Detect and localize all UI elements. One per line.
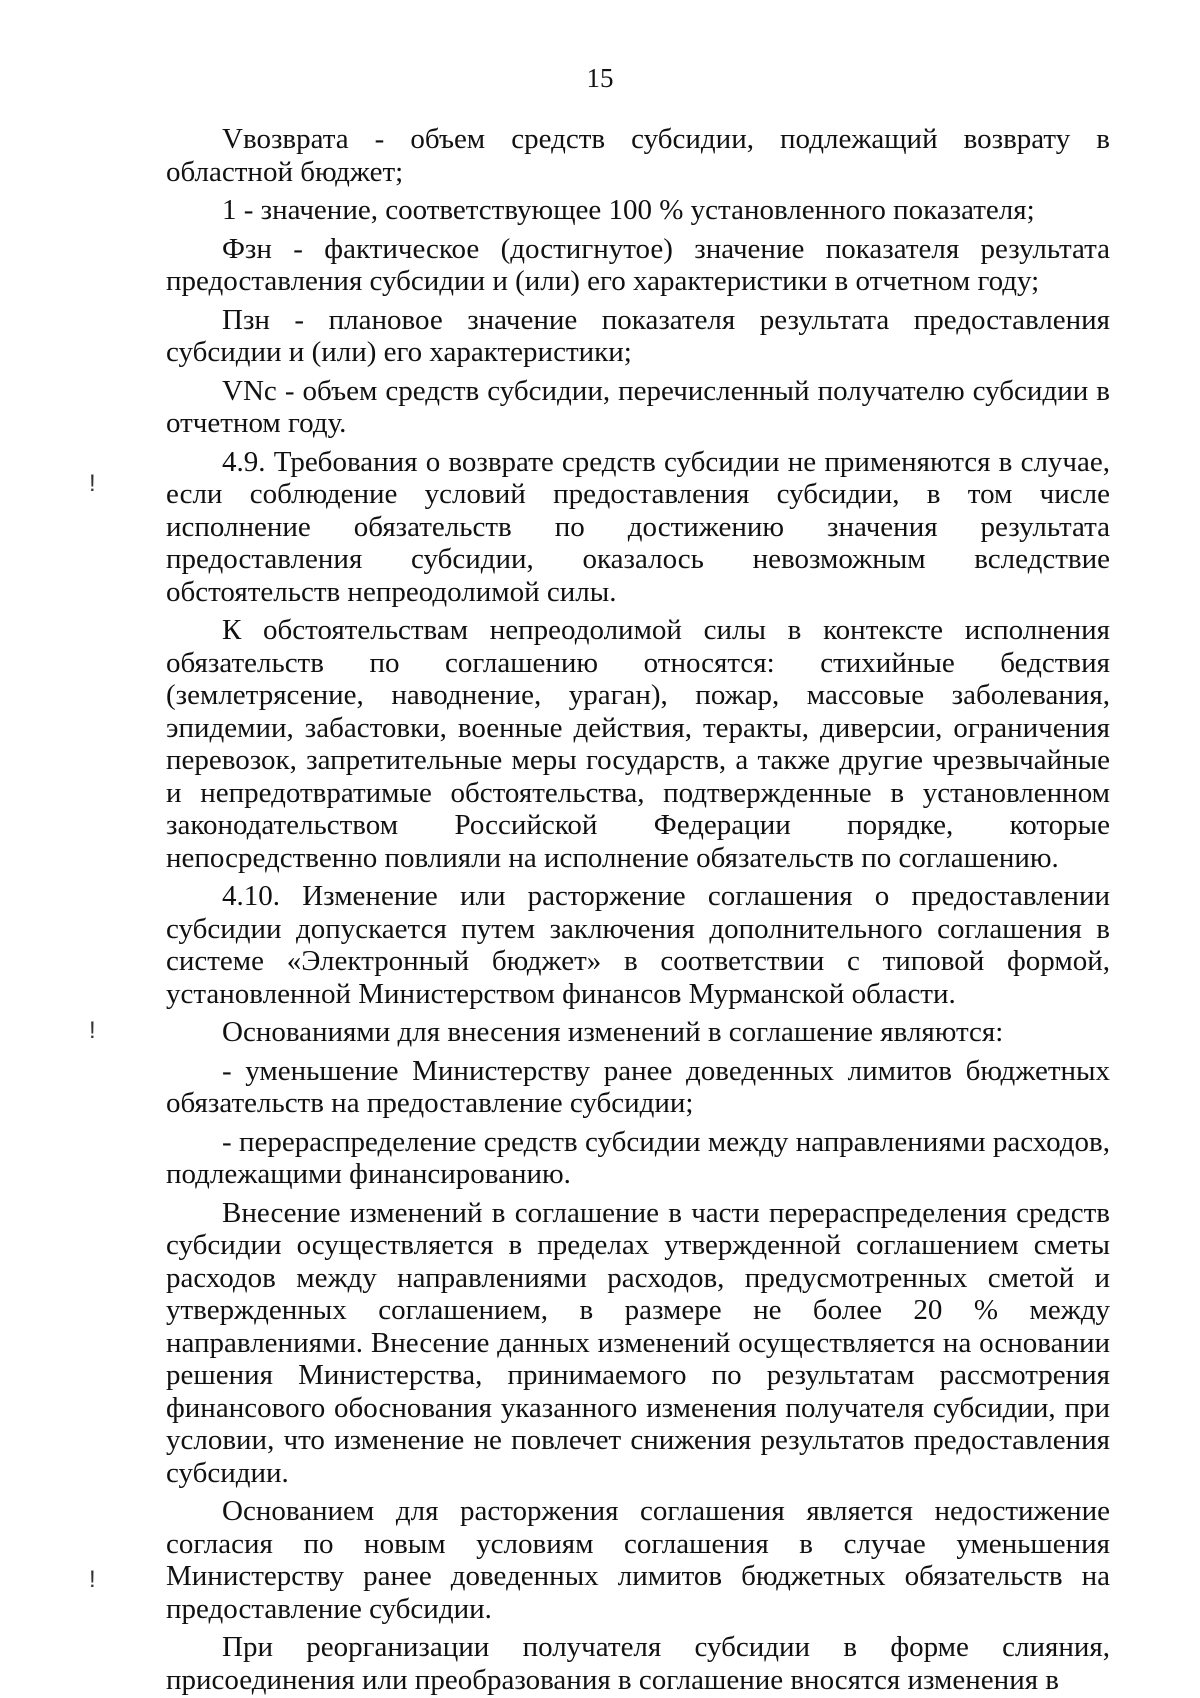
definition-fzn: Фзн - фактическое (достигнутое) значение показателя результата предоставления субсидии и (или) его характеристики в отчетном году; — [166, 232, 1110, 297]
margin-mark: ! — [89, 1017, 96, 1044]
clause-4-10: 4.10. Изменение или расторжение соглашения о предоставлении субсидии допускается путем заключения дополнительного соглашения в системе «Электронный бюджет» в соответствии с типовой формой, установленной Министерством финансов Мурманской области. — [166, 880, 1110, 1010]
ground-item-redistribution: - перераспределение средств субсидии между направлениями расходов, подлежащими финансированию. — [166, 1125, 1110, 1190]
page-number: 15 — [586, 63, 614, 93]
force-majeure-paragraph: К обстоятельствам непреодолимой силы в контексте исполнения обязательств по соглашению относятся: стихийные бедствия (землетрясение, наводнение, ураган), пожар, массовые заболевания, эпидемии, забастовки, военные действия, теракты, диверсии, ограничения перевозок, запретительные меры государств, а также другие чрезвычайные и непредотвратимые обстоятельства, подтвержденные в установленном законодательством Российской Федерации порядке, которые непосредственно повлияли на исполнение обязательств по соглашению. — [166, 614, 1110, 874]
definition-pzn: Пзн - плановое значение показателя результата предоставления субсидии и (или) его характеристики; — [166, 303, 1110, 368]
margin-mark: ! — [89, 470, 96, 497]
changes-procedure-paragraph: Внесение изменений в соглашение в части перераспределения средств субсидии осуществляется в пределах утвержденной соглашением сметы расходов между направлениями расходов, предусмотренных сметой и утвержденных соглашением, в размере не более 20 % между направлениями. Внесение данных изменений осуществляется на основании решения Министерства, принимаемого по результатам рассмотрения финансового обоснования указанного изменения получателя субсидии, при условии, что изменение не повлечет снижения результатов предоставления субсидии. — [166, 1196, 1110, 1489]
document-body — [166, 123, 1110, 1696]
termination-ground-paragraph: Основанием для расторжения соглашения является недостижение согласия по новым условиям соглашения в случае уменьшения Министерству ранее доведенных лимитов бюджетных обязательств на предоставление субсидии. — [166, 1495, 1110, 1625]
margin-mark: ! — [89, 1566, 96, 1593]
definition-one: 1 - значение, соответствующее 100 % установленного показателя; — [222, 194, 1035, 226]
ground-item-limits: - уменьшение Министерству ранее доведенных лимитов бюджетных обязательств на предоставление субсидии; — [166, 1054, 1110, 1119]
reorganization-paragraph: При реорганизации получателя субсидии в форме слияния, присоединения или преобразования в соглашение вносятся изменения в — [166, 1631, 1110, 1696]
definition-v-return: Vвозврата - объем средств субсидии, подлежащий возврату в областной бюджет; — [166, 123, 1110, 188]
definition-vnc: VNc - объем средств субсидии, перечисленный получателю субсидии в отчетном году. — [166, 374, 1110, 439]
clause-4-9: 4.9. Требования о возврате средств субсидии не применяются в случае, если соблюдение условий предоставления субсидии, в том числе исполнение обязательств по достижению значения результата предоставления субсидии, оказалось невозможным вследствие обстоятельств непреодолимой силы. — [166, 445, 1110, 608]
grounds-for-changes: Основаниями для внесения изменений в соглашение являются: — [222, 1016, 1004, 1048]
